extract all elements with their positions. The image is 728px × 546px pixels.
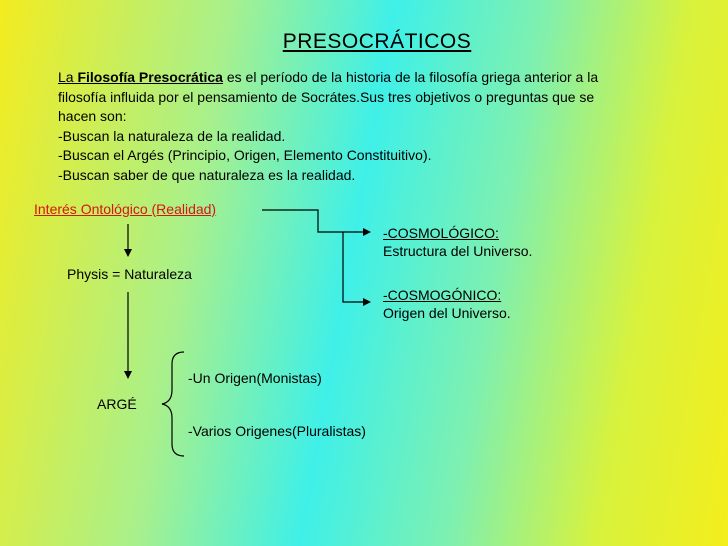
intro-prefix: La: [58, 69, 74, 85]
cosmologico-label: -COSMOLÓGICO:: [383, 225, 499, 241]
root-node-label: Interés Ontológico (Realidad): [34, 201, 217, 217]
cosmologico-desc: Estructura del Universo.: [383, 243, 533, 259]
intro-term: Filosofía Presocrática: [73, 69, 223, 85]
arge-brace: [162, 352, 184, 456]
physis-label: Physis = Naturaleza: [67, 266, 192, 282]
intro-line-3: hacen son:: [58, 108, 127, 124]
branch-monistas: -Un Origen(Monistas): [188, 370, 322, 386]
intro-bullet-3: -Buscan saber de que naturaleza es la realidad.: [58, 166, 356, 183]
intro-bullet-2: -Buscan el Argés (Principio, Origen, Elemento Constituitivo).: [58, 147, 432, 163]
cosmologico-node: [383, 225, 532, 259]
cosmogonico-label: -COSMOGÓNICO:: [383, 287, 502, 303]
branch-pluralistas: -Varios Origenes(Pluralistas): [188, 423, 366, 439]
cosmogonico-desc: Origen del Universo.: [383, 305, 511, 321]
intro-bullet-1: -Buscan la naturaleza de la realidad.: [58, 127, 286, 144]
intro-line-2: filosofía influida por el pensamiento de Socrátes.Sus tres objetivos o preguntas que se: [58, 88, 595, 105]
root-connector-line: [262, 210, 370, 232]
arge-label: ARGÉ: [97, 396, 137, 412]
cosmogonico-connector-line: [343, 232, 370, 302]
page-title: PRESOCRÁTICOS: [282, 30, 472, 53]
cosmogonico-node: [383, 287, 511, 321]
intro-line-1-rest: es el período de la historia de la filosofía griega anterior a la: [222, 69, 599, 85]
